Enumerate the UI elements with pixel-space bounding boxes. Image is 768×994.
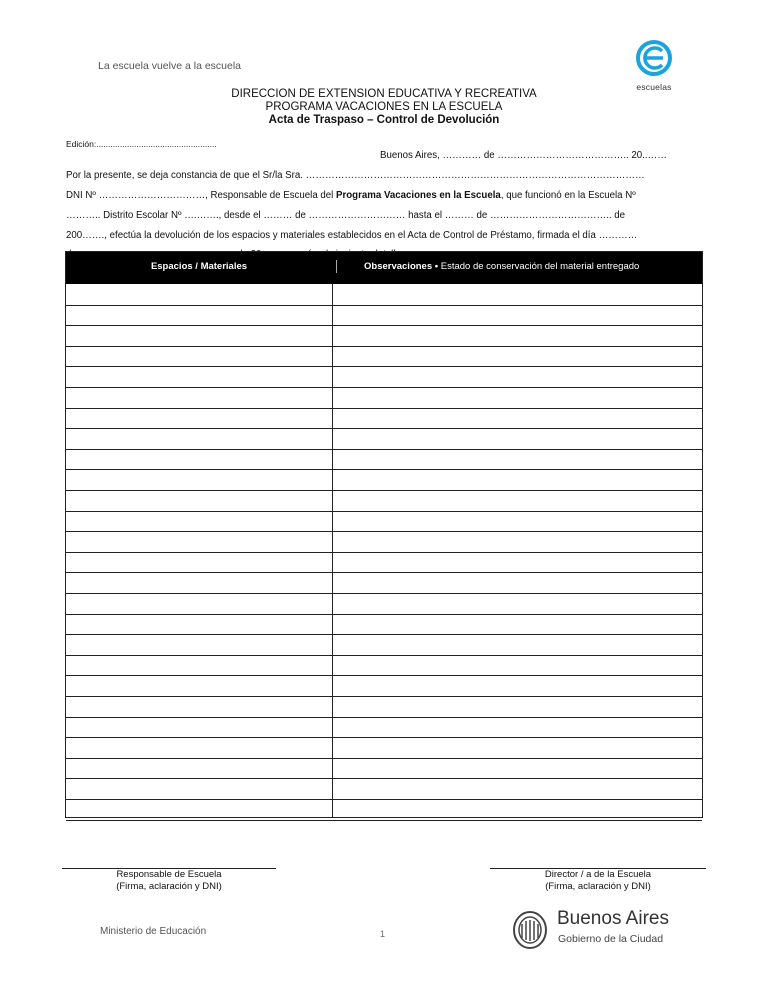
buenos-aires-seal-icon (512, 910, 548, 950)
escuelas-logo-icon (634, 40, 674, 76)
table-row (66, 449, 702, 450)
signature-left-caption: (Firma, aclaración y DNI) (116, 881, 222, 892)
escuelas-logo (631, 40, 677, 92)
table-row (66, 675, 702, 676)
table-row (66, 469, 702, 470)
table-row (66, 758, 702, 759)
program-name: Programa Vacaciones en la Escuela (336, 190, 501, 201)
table-row (66, 572, 702, 573)
heading-line-1: DIRECCION DE EXTENSION EDUCATIVA Y RECREATIVA (231, 88, 537, 100)
table-row (66, 552, 702, 553)
table-row (66, 490, 702, 491)
logo-text: escuelas (636, 82, 672, 92)
table-row (66, 634, 702, 635)
table-row (66, 346, 702, 347)
table-row (66, 737, 702, 738)
table-row (66, 820, 702, 821)
column-header-observaciones (364, 261, 639, 272)
table-row (66, 387, 702, 388)
body-line-3-c: , que funcionó en la Escuela Nº (500, 190, 636, 201)
signature-right (490, 869, 706, 893)
body-line-4: ……….. Distrito Escolar Nº ….……., desde el ……… de ………………………… hasta el ……… de ……………………………….. de (66, 210, 626, 221)
signature-left (62, 869, 276, 893)
table-row (66, 717, 702, 718)
ba-subtitle: Gobierno de la Ciudad (558, 933, 664, 945)
table-row (66, 305, 702, 306)
table-row (66, 366, 702, 367)
column-header-espacios: Espacios / Materiales (150, 261, 248, 272)
tagline: La escuela vuelve a la escuela (98, 60, 242, 72)
table-row (66, 799, 702, 800)
buenos-aires-logo (512, 908, 682, 954)
table-header (66, 252, 702, 284)
table-row (66, 325, 702, 326)
column-header-observaciones-bold: Observaciones • (364, 261, 439, 272)
table-row (66, 696, 702, 697)
table-row (66, 531, 702, 532)
column-header-observaciones-rest: Estado de conservación del material entregado (438, 261, 640, 272)
body-line-date: Buenos Aires, ………… de ………………………………….. 20..…… (380, 150, 667, 161)
signature-right-title: Director / a de la Escuela (544, 869, 652, 880)
heading-line-3: Acta de Traspaso – Control de Devolución (268, 114, 500, 126)
table-row (66, 778, 702, 779)
table-row (66, 408, 702, 409)
ba-title: Buenos Aires (557, 908, 669, 929)
header-separator (336, 260, 337, 273)
body-line-3 (66, 190, 636, 201)
edicion-field: Edición:................................................... (66, 139, 217, 149)
body-line-3-a: DNI Nº ……………………………, Responsable de Escuela del (66, 190, 337, 201)
body-line-2: Por la presente, se deja constancia de que el Sr/la Sra. …………………………………………………………………………………………… (66, 170, 645, 181)
page-number: 1 (380, 929, 386, 939)
table-row (66, 614, 702, 615)
footer-ministerio: Ministerio de Educación (100, 926, 207, 937)
heading-line-2: PROGRAMA VACACIONES EN LA ESCUELA (265, 101, 503, 113)
document-heading (0, 88, 768, 127)
table-row (66, 511, 702, 512)
body-line-5: 200……., efectúa la devolución de los espacios y materiales establecidos en el Acta de Control de Préstamo, firmada el día ………… (66, 230, 638, 241)
signature-right-caption: (Firma, aclaración y DNI) (545, 881, 651, 892)
devolucion-table (65, 251, 703, 818)
table-row (66, 655, 702, 656)
table-row (66, 428, 702, 429)
signature-left-title: Responsable de Escuela (116, 869, 222, 880)
table-row (66, 593, 702, 594)
